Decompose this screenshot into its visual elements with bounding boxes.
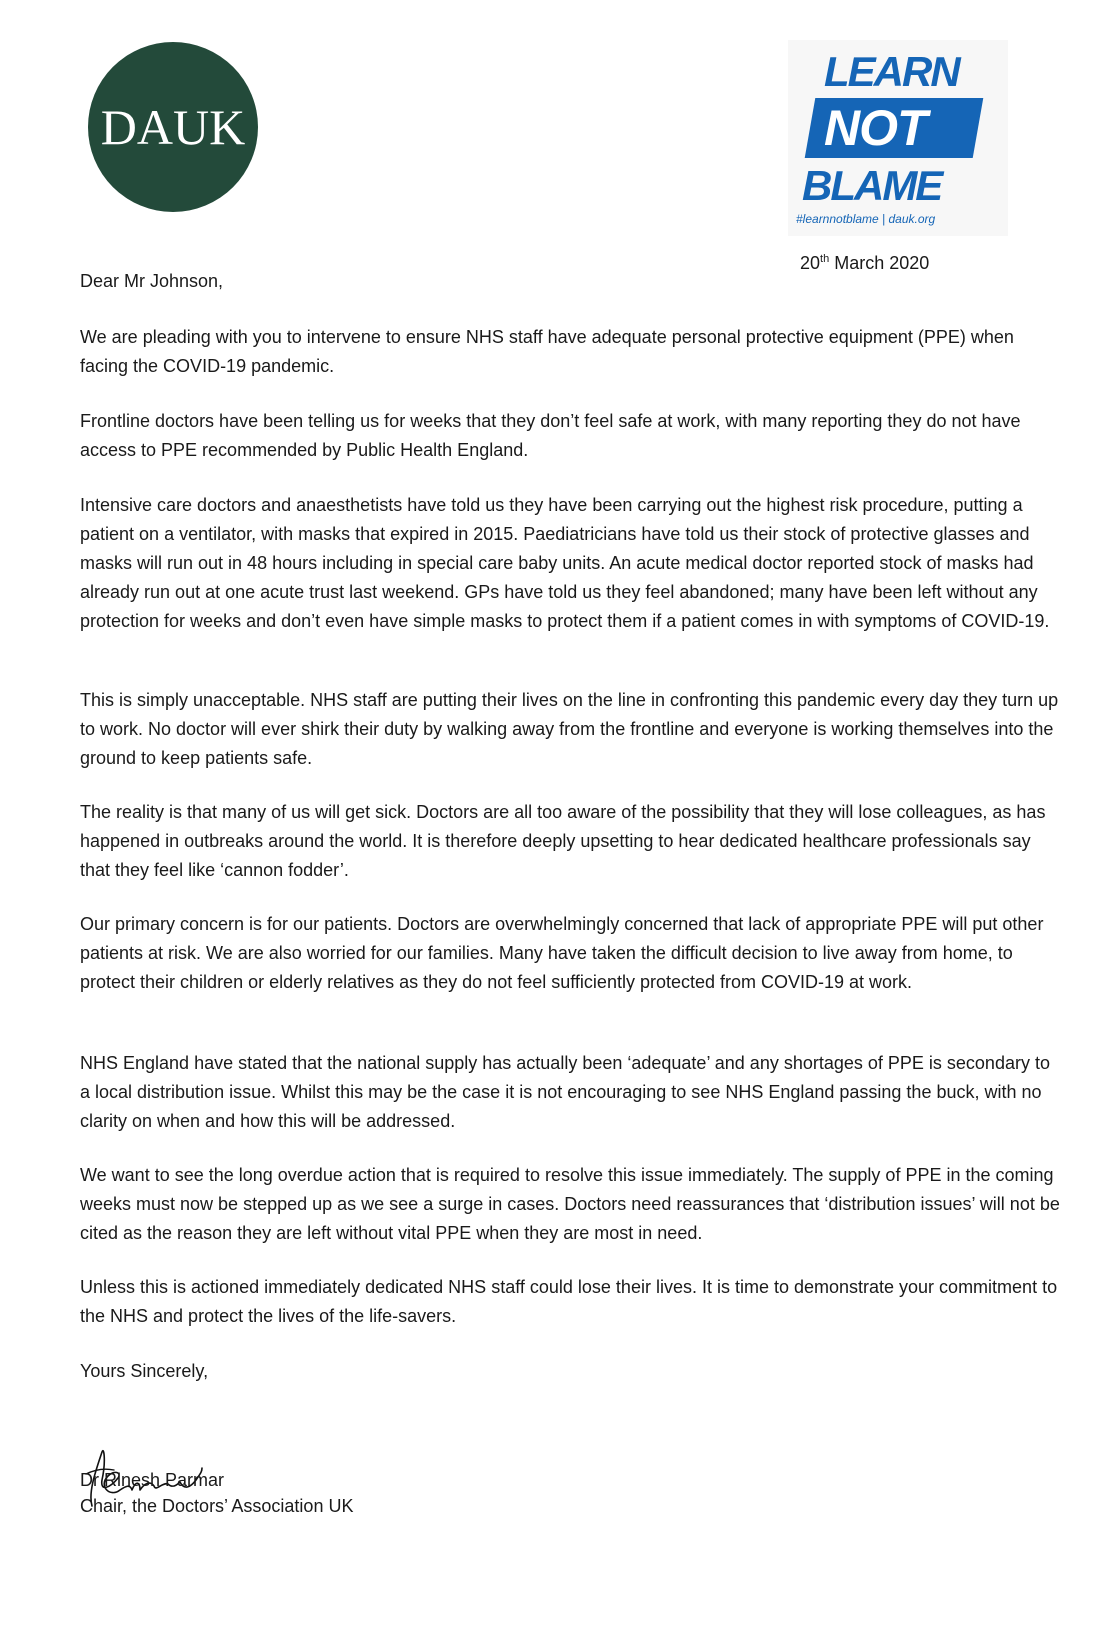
paragraph-8: We want to see the long overdue action that is required to resolve this issue immediately. The supply of PPE in the coming weeks must now be stepped up as we see a surge in cases. Doctors need reassurances that ‘distribution issues’ will not be cited as the reason they are left without vital PPE when they are most in need.	[80, 1165, 1060, 1243]
paragraph-4: This is simply unacceptable. NHS staff are putting their lives on the line in confronting this pandemic every day they turn up to work. No doctor will ever shirk their duty by walking away from the frontline and everyone is working themselves into the ground to keep patients safe.	[80, 690, 1059, 768]
learn-not-blame-logo	[788, 40, 1008, 236]
logo-word-learn: LEARN	[824, 48, 959, 95]
paragraph-3: Intensive care doctors and anaesthetists have told us they have been carrying out the highest risk procedure, putting a patient on a ventilator, with masks that expired in 2015. Paediatricians have told us their stock of protective glasses and masks will run out in 48 hours including in special care baby units. An acute medical doctor reported stock of masks had already run out at one acute trust last weekend. GPs have told us they feel abandoned; many have been left without any protection for weeks and don’t even have simple masks to protect them if a patient comes in with symptoms of COVID-19.	[80, 495, 1050, 631]
date-suffix: th	[820, 253, 830, 265]
paragraph-7: NHS England have stated that the national supply has actually been ‘adequate’ and any shortages of PPE is secondary to a local distribution issue. Whilst this may be the case it is not encouraging to see NHS England passing the buck, with no clarity on when and how this will be addressed.	[80, 1053, 1050, 1131]
paragraph-1: We are pleading with you to intervene to ensure NHS staff have adequate personal protective equipment (PPE) when facing the COVID-19 pandemic.	[80, 327, 1014, 376]
closing: Yours Sincerely,	[80, 1361, 209, 1381]
paragraph-6: Our primary concern is for our patients. Doctors are overwhelmingly concerned that lack of appropriate PPE will put other patients at risk. We are also worried for our families. Many have taken the difficult decision to live away from home, to protect their children or elderly relatives as they do not feel sufficiently protected from COVID-19 at work.	[80, 914, 1044, 992]
signer-name: Dr Rinesh Parmar	[80, 1470, 225, 1490]
date-day: 20	[800, 253, 821, 273]
paragraph-9: Unless this is actioned immediately dedicated NHS staff could lose their lives. It is time to demonstrate your commitment to the NHS and protect the lives of the life-savers.	[80, 1277, 1058, 1326]
salutation: Dear Mr Johnson,	[80, 271, 224, 291]
logo-hashtag: #learnnotblame | dauk.org	[796, 212, 936, 226]
date-month-year: March 2020	[829, 253, 930, 273]
logo-word-not: NOT	[824, 100, 927, 156]
dauk-logo	[88, 42, 258, 212]
paragraph-2: Frontline doctors have been telling us for weeks that they don’t feel safe at work, with many reporting they do not have access to PPE recommended by Public Health England.	[80, 411, 1021, 460]
logo-word-blame: BLAME	[802, 162, 942, 209]
dauk-logo-text: DAUK	[100, 99, 246, 155]
signer-title: Chair, the Doctors’ Association UK	[80, 1496, 354, 1516]
paragraph-5: The reality is that many of us will get sick. Doctors are all too aware of the possibility that they will lose colleagues, as has happened in outbreaks around the world. It is therefore deeply upsetting to hear dedicated healthcare professionals say that they feel like ‘cannon fodder’.	[80, 802, 1046, 880]
